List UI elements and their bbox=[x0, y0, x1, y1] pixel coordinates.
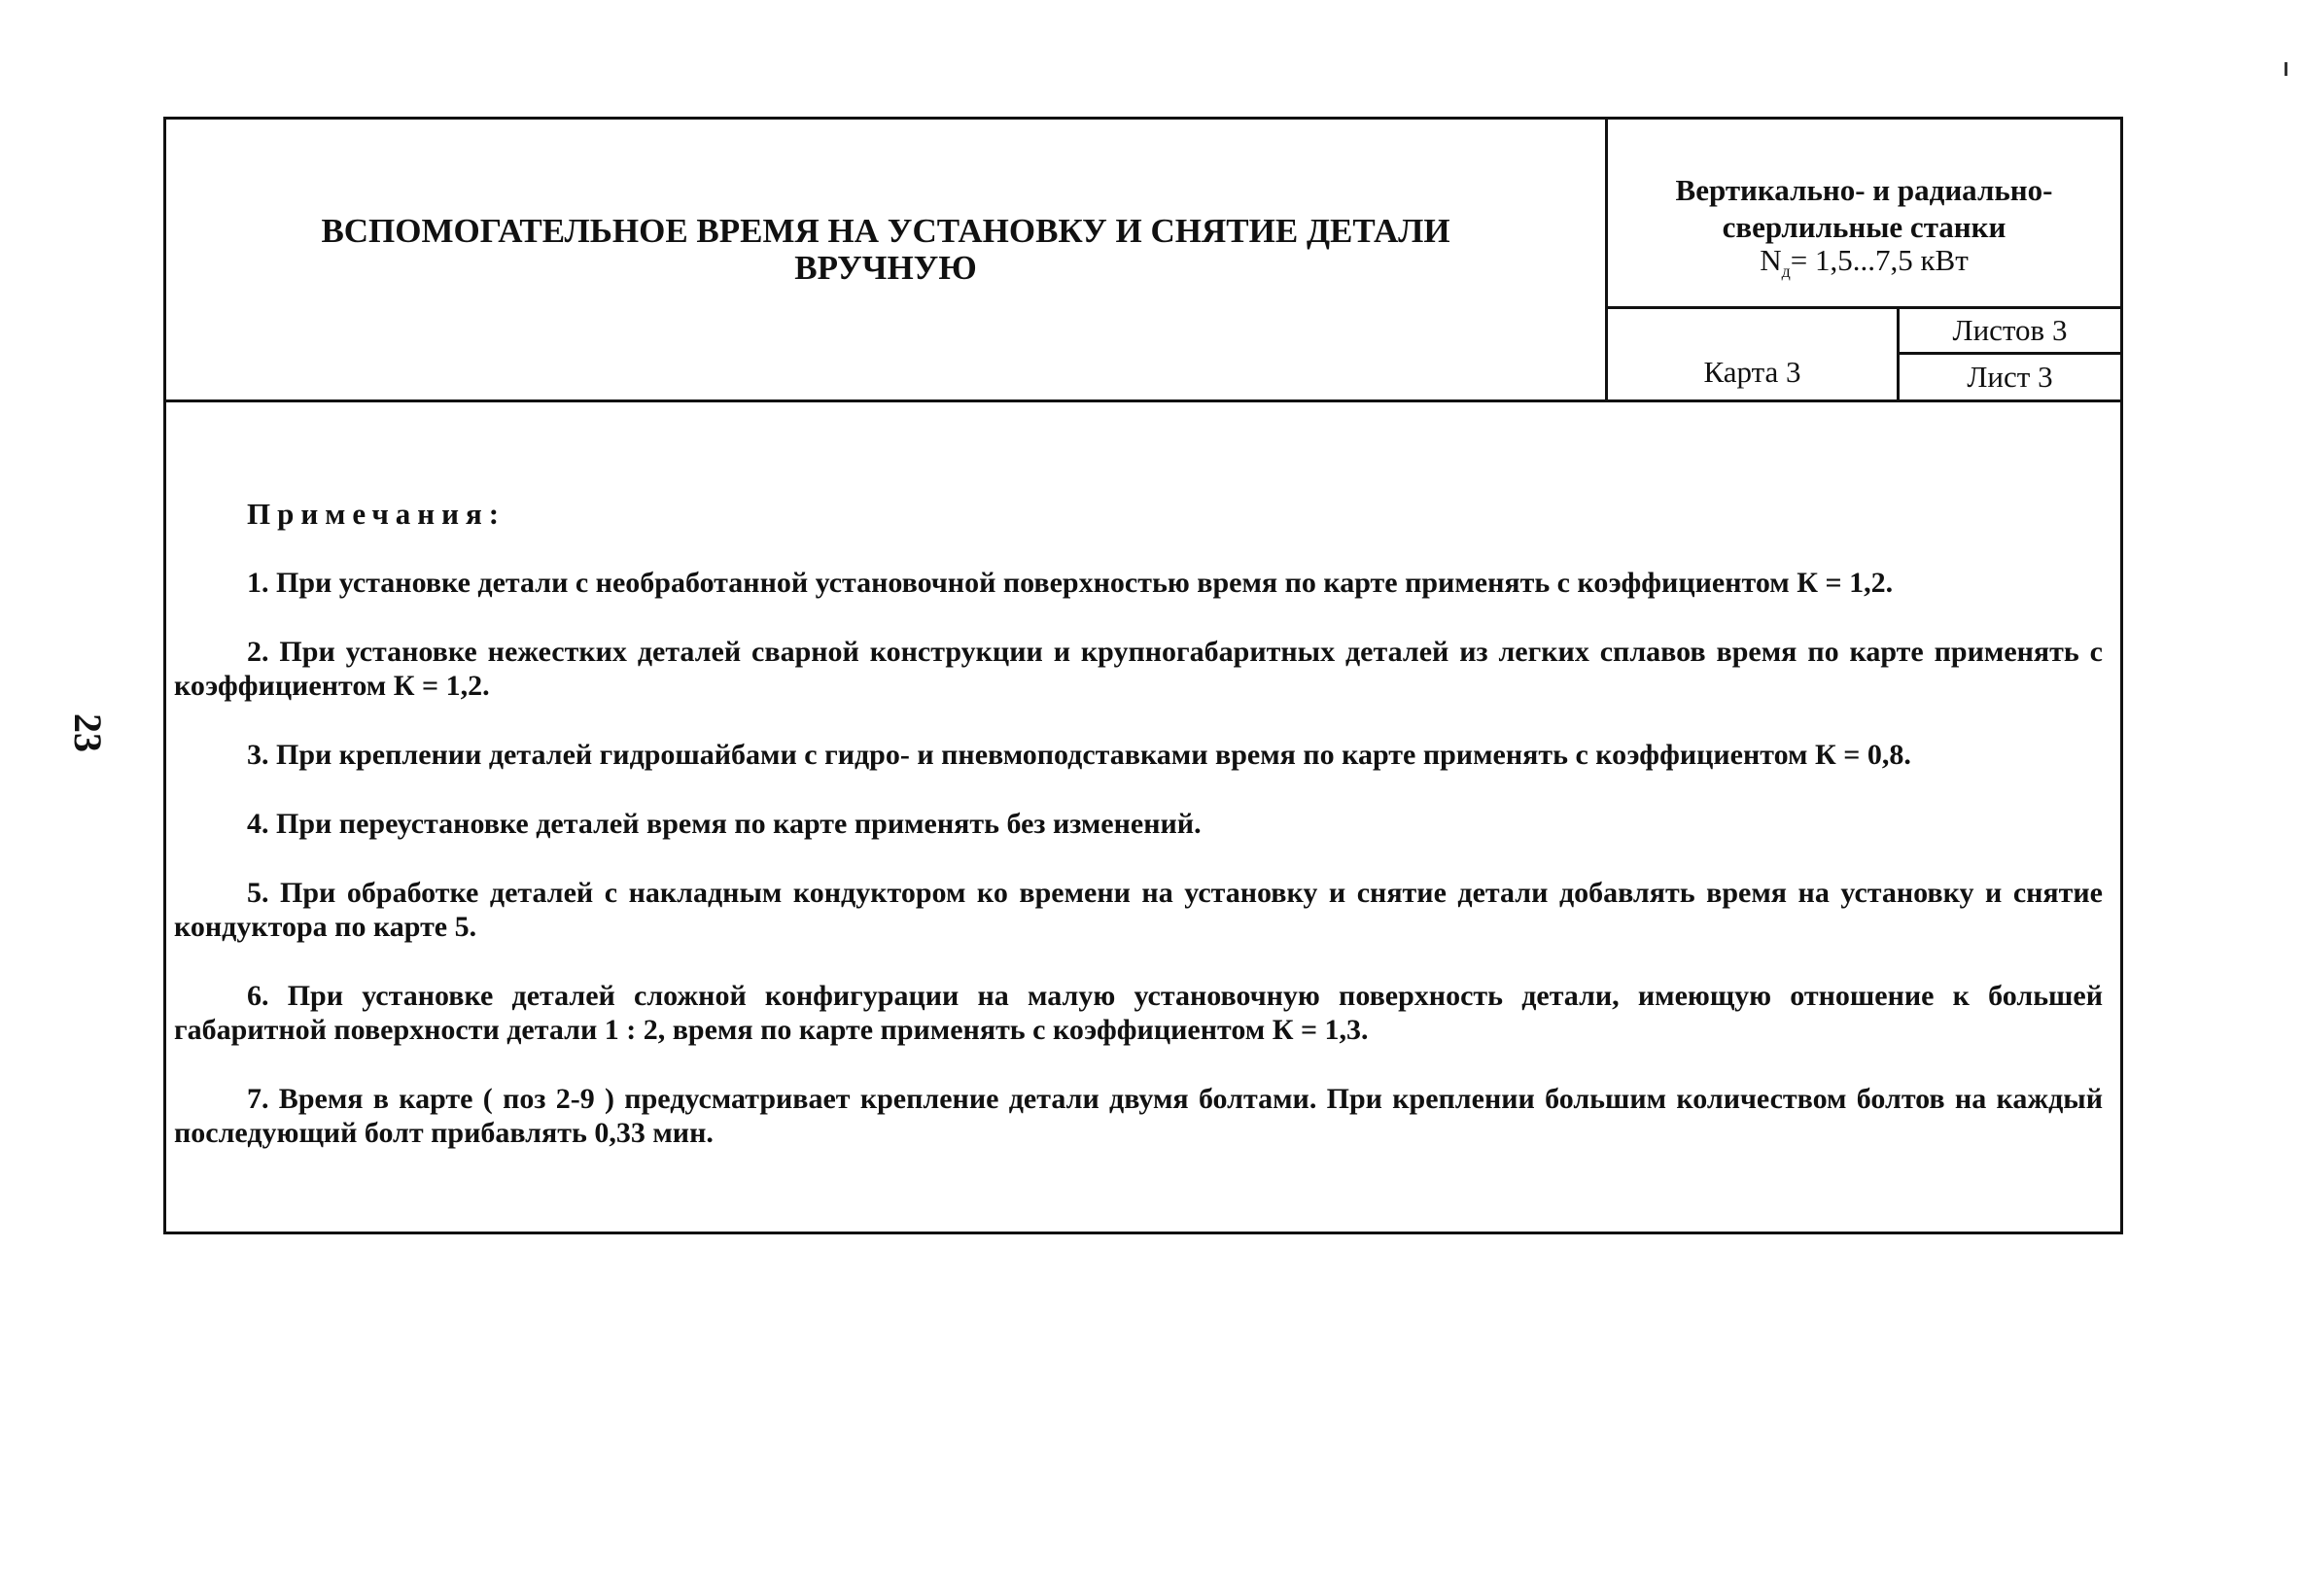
title-line-2: ВРУЧНУЮ bbox=[794, 249, 977, 287]
note-item: 1. При установке детали с необработанной установочной поверхностью время по карте применять с коэффициентом К = 1,2. bbox=[247, 567, 1894, 599]
notes-section bbox=[174, 497, 2103, 1185]
power-value: = 1,5...7,5 кВт bbox=[1790, 243, 1969, 277]
note-item: 6. При установке деталей сложной конфигурации на малую установочную поверхность детали, имеющую отношение к большей габаритной поверхности детали 1 : 2, время по карте применять с коэффициентом К = 1,3. bbox=[174, 980, 2103, 1046]
page-number: 23 bbox=[66, 713, 110, 752]
title-cell bbox=[166, 120, 1608, 399]
notes-heading: Примечания: bbox=[247, 497, 506, 531]
note-item: 5. При обработке деталей с накладным кондуктором ко времени на установку и снятие детали добавлять время на установку и снятие кондуктора по карте 5. bbox=[174, 877, 2103, 943]
machine-type-cell bbox=[1608, 120, 2120, 309]
note-item: 7. Время в карте ( поз 2-9 ) предусматривает крепление детали двумя болтами. При креплении большим количеством болтов на каждый последующий болт прибавлять 0,33 мин. bbox=[174, 1083, 2103, 1149]
card-number: Карта 3 bbox=[1703, 355, 1801, 389]
sheet-number-cell: Лист 3 bbox=[1967, 360, 2053, 394]
title-line-1: ВСПОМОГАТЕЛЬНОЕ ВРЕМЯ НА УСТАНОВКУ И СНЯТИЕ ДЕТАЛИ bbox=[321, 212, 1450, 250]
document-title bbox=[321, 213, 1449, 287]
header-block bbox=[166, 120, 2120, 402]
note-item: 2. При установке нежестких деталей сварной конструкции и крупногабаритных деталей из легких сплавов время по карте применять с коэффициентом К = 1,2. bbox=[174, 636, 2103, 702]
sheets-total-cell: Листов 3 bbox=[1900, 309, 2120, 355]
machine-type-line-1: Вертикально- и радиально- bbox=[1675, 173, 2053, 207]
power-subscript: д bbox=[1781, 261, 1791, 282]
power-range bbox=[1608, 244, 2120, 288]
power-symbol: N bbox=[1760, 243, 1782, 277]
machine-type-line-2: сверлильные станки bbox=[1722, 210, 2006, 244]
note-item: 3. При креплении деталей гидрошайбами с гидро- и пневмоподставками время по карте применять с коэффициентом К = 0,8. bbox=[247, 739, 1911, 771]
document-frame bbox=[163, 117, 2123, 1234]
note-item: 4. При переустановке деталей время по карте применять без изменений. bbox=[247, 808, 1202, 840]
card-cell bbox=[1608, 309, 1900, 399]
scan-mark bbox=[2285, 62, 2287, 76]
